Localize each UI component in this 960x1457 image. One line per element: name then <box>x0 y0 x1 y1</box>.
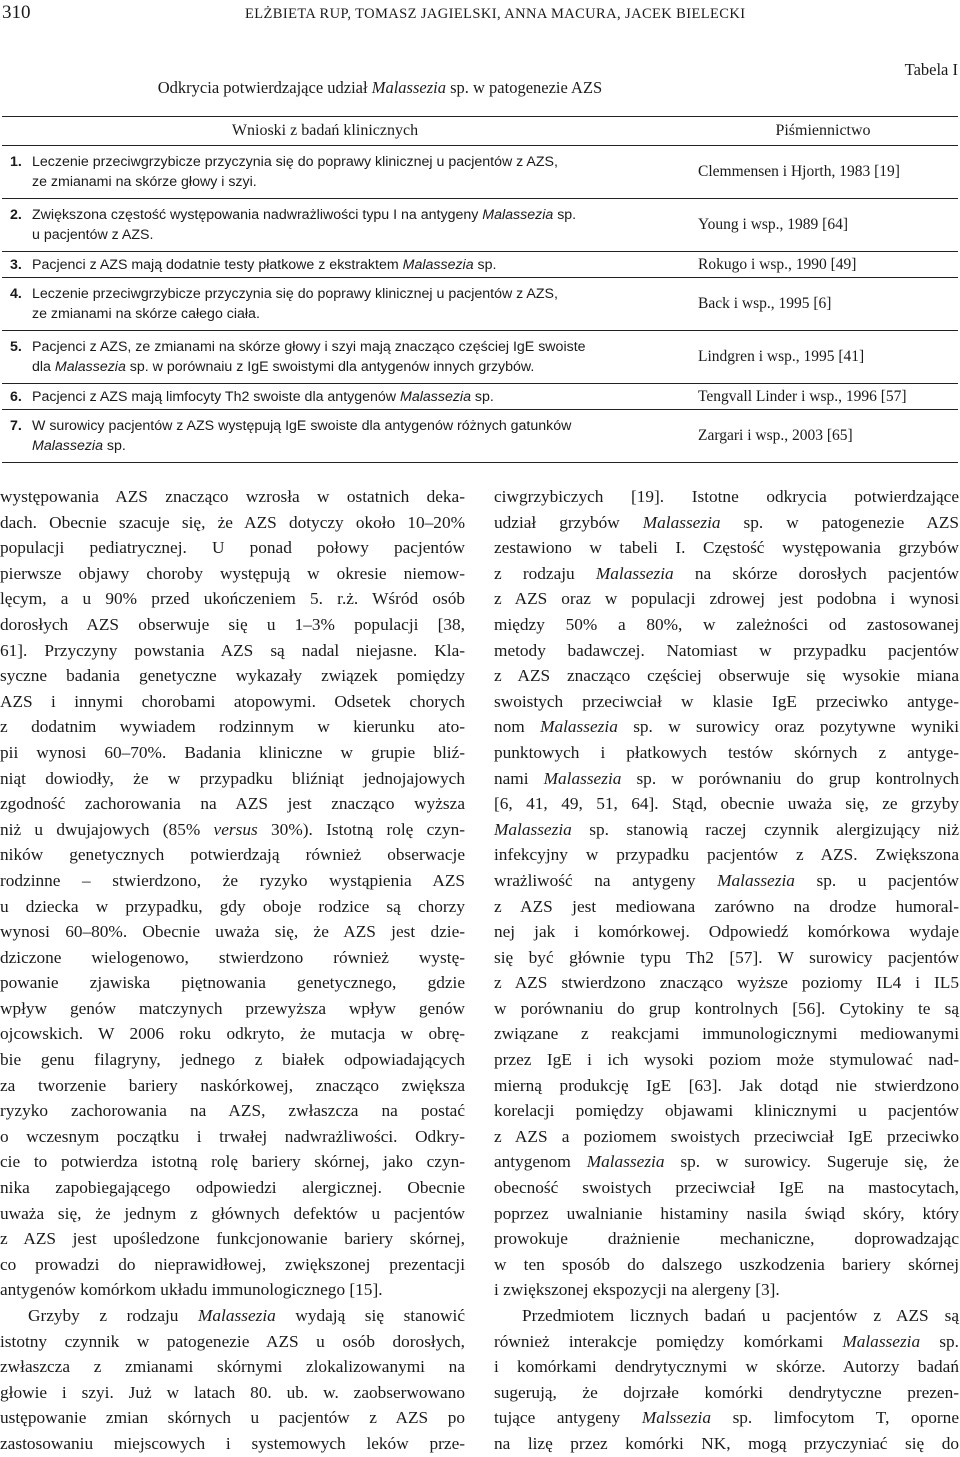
text-line: związane z reakcjami immunologicznymi mediowanymi <box>494 1024 959 1044</box>
table-row <box>2 331 958 384</box>
text-line: z AZS a poziomem swoistych przeciwciał IgE przeciwko <box>494 1126 959 1146</box>
row-number: 1. <box>10 154 22 170</box>
text-line: ojcowskich. W 2006 roku odkryto, że mutacja w obrę- <box>0 1024 465 1044</box>
row-number: 5. <box>10 339 22 355</box>
body-column-left <box>0 484 465 1457</box>
text-line: mierną produkcję IgE [63]. Jak dotąd nie stwierdzono <box>494 1075 959 1095</box>
page-number: 310 <box>2 2 31 23</box>
text-line: z AZS jest mediowana zarówno na drodze humoral- <box>494 896 959 916</box>
text-line: sugerują, że dojrzałe komórki dendrytyczne prezen- <box>494 1382 959 1402</box>
text-line: dorosłych AZS obserwuje się u 1–3% populacji [38, <box>0 614 465 634</box>
table-header-row <box>2 116 958 146</box>
text-line: pii wynosi 60–70%. Badania kliniczne w grupie bliź- <box>0 742 465 762</box>
table-row <box>2 278 958 331</box>
row-finding: Pacjenci z AZS mają limfocyty Th2 swoiste dla antygenów Malassezia sp. <box>32 388 494 405</box>
text-line: z AZS znacząco częściej obserwuje się wysokie miana <box>494 666 959 686</box>
table-row <box>2 146 958 199</box>
text-line: za tworzenie bariery naskórkowej, znacząco zwiększa <box>0 1075 465 1095</box>
text-line: ników genetycznych potwierdzają również obserwacje <box>0 845 465 865</box>
text-line: prowokuje drażnienie mechaniczne, doprowadzając <box>494 1229 959 1249</box>
text-line: przez IgE i ich wysoki poziom może stymulować nad- <box>494 1050 959 1070</box>
row-finding: Zwiększona częstość występowania nadwrażliwości typu I na antygeny Malassezia sp. u pacjentów z AZS. <box>32 207 577 243</box>
text-line: obecność swoistych przeciwciał IgE na mastocytach, <box>494 1178 959 1198</box>
text-line: uważa się, że jednym z głównych defektów u pacjentów <box>0 1203 465 1223</box>
row-number: 4. <box>10 286 22 302</box>
row-reference: Clemmensen i Hjorth, 1983 [19] <box>698 163 900 180</box>
text-line: pierwsze objawy choroby występują w okresie niemow- <box>0 563 465 583</box>
text-line: ryzyko zachorowania na AZS, zwłaszcza na postać <box>0 1101 465 1121</box>
row-reference: Zargari i wsp., 2003 [65] <box>698 427 853 444</box>
text-line: z AZS oraz w populacji zdrowej jest podobna i wynosi <box>494 589 959 609</box>
text-line: lęcym, a u 90% przed ukończeniem 5. r.ż. Wśród osób <box>0 589 465 609</box>
table-row <box>2 410 958 463</box>
text-line: w porównaniu do grup kontrolnych [56]. Cytokiny te są <box>494 998 959 1018</box>
text-line: rodzinne – stwierdzono, że ryzyko wystąpienia AZS <box>0 870 465 890</box>
text-line: nej jak i komórkowej. Odpowiedź komórkowa wydaje <box>494 922 959 942</box>
text-line: u dziecka w przypadku, gdy oboje rodzice są chorzy <box>0 896 465 916</box>
text-line: istotny czynnik w patogenezie AZS u osób dorosłych, <box>0 1331 465 1351</box>
text-line: między 50% a 80%, w zależności od zastosowanej <box>494 614 959 634</box>
text-line: o wczesnym początku i trwałej nadwrażliwości. Odkry- <box>0 1126 465 1146</box>
text-line: swoistych przeciwciał w klasie IgE przeciwko antyge- <box>494 691 959 711</box>
text-line: co prowadzi do nieprawidłowej, zwiększonej prezentacji <box>0 1254 465 1274</box>
row-finding: Leczenie przeciwgrzybicze przyczynia się do poprawy klinicznej u pacjentów z AZS, ze zmianami na skórze całego ciała. <box>32 286 558 322</box>
column-header-references: Piśmiennictwo <box>775 122 871 139</box>
table-row <box>2 384 958 410</box>
findings-table <box>2 116 958 463</box>
text-line: bie genu filagryny, jednego z białek odpowiadających <box>0 1050 465 1070</box>
text-line: [6, 41, 49, 51, 64]. Stąd, obecnie uważa się, ze grzyby <box>494 794 959 814</box>
text-line: z dodatnim wywiadem rodzinnym w kierunku ato- <box>0 717 465 737</box>
text-line: nom Malassezia sp. w surowicy oraz pozytywne wyniki <box>494 717 959 737</box>
text-line: w ten sposób do dalszego uszkodzenia bariery skórnej <box>494 1254 959 1274</box>
text-line: się być głównie typu Th2 [57]. W surowicy pacjentów <box>494 947 959 967</box>
row-finding: Leczenie przeciwgrzybicze przyczynia się do poprawy klinicznej u pacjentów z AZS, ze zmianami na skórze głowy i szyi. <box>32 154 558 190</box>
text-line: dziczone wielogenowo, stwierdzono również wystę- <box>0 947 465 967</box>
text-line: punktowych i płatkowych testów skórnych z antyge- <box>494 742 959 762</box>
text-line: zwłaszcza z zmianami skórnymi zlokalizowanymi na <box>0 1357 465 1377</box>
text-line: antygenów komórkom układu immunologicznego [15]. <box>0 1280 383 1300</box>
text-line: nami Malassezia sp. w porównaniu do grup kontrolnych <box>494 768 959 788</box>
row-reference: Back i wsp., 1995 [6] <box>698 295 832 312</box>
text-line: korelacji pomiędzy objawami klinicznymi u pacjentów <box>494 1101 959 1121</box>
text-line: wrażliwość na antygeny Malassezia sp. u pacjentów <box>494 870 959 890</box>
row-finding: Pacjenci z AZS, ze zmianami na skórze głowy i szyi mają znacząco częściej IgE swoiste dla Malassezia sp. w porównaiu z IgE swoistymi dla antygenów innych grzybów. <box>32 339 586 375</box>
text-line: AZS i innymi chorobami atopowymi. Odsetek chorych <box>0 691 465 711</box>
row-finding: W surowicy pacjentów z AZS występują IgE swoiste dla antygenów różnych gatunków Malassezia sp. <box>32 418 572 454</box>
text-line: zastosowaniu miejscowych i systemowych leków prze- <box>0 1433 465 1453</box>
text-line: zestawiono w tabeli I. Częstość występowania grzybów <box>494 538 959 558</box>
text-line: nika zapobiegającego odpowiedzi alergicznej. Obecnie <box>0 1178 465 1198</box>
row-reference: Tengvall Linder i wsp., 1996 [57] <box>698 387 907 405</box>
text-line: niąt dowiodły, że w przypadku bliźniąt jednojajowych <box>0 768 465 788</box>
row-number: 3. <box>10 256 22 273</box>
text-line: niż u dwujajowych (85% versus 30%). Istotną rolę czyn- <box>0 819 465 839</box>
text-line: syczne badania genetyczne wykazały związek pomiędzy <box>0 666 465 686</box>
table-caption: Odkrycia potwierdzające udział Malassezia sp. w patogenezie AZS <box>157 78 603 97</box>
row-reference: Lindgren i wsp., 1995 [41] <box>698 348 865 365</box>
table-row <box>2 199 958 252</box>
text-line: z AZS jest upośledzone funkcjonowanie bariery skórnej, <box>0 1229 465 1249</box>
text-line: antygenom Malassezia sp. w surowicy. Sugeruje się, że <box>494 1152 959 1172</box>
text-line: udział grzybów Malassezia sp. w patogenezie AZS <box>494 512 959 532</box>
row-finding: Pacjenci z AZS mają dodatnie testy płatkowe z ekstraktem Malassezia sp. <box>32 256 497 273</box>
running-header <box>0 0 960 30</box>
row-number: 6. <box>10 388 22 405</box>
text-line: i komórkami dendrytycznymi w skórze. Autorzy badań <box>494 1357 959 1377</box>
text-line: również interakcje pomiędzy komórkami Malassezia sp. <box>494 1331 959 1351</box>
text-line: poprzez uwalnianie histaminy nasila świąd skóry, który <box>494 1203 959 1223</box>
text-line: populacji pediatrycznej. U ponad połowy pacjentów <box>0 538 465 558</box>
text-line: cie to potwierdza istotną rolę bariery skórnej, jako czyn- <box>0 1152 465 1172</box>
text-line: zgodność zachorowania na AZS jest znacząco wyższa <box>0 794 465 814</box>
text-line: Malassezia sp. stanowią raczej czynnik alergizujący niż <box>494 819 959 839</box>
text-line: ustępowanie zmian skórnych u pacjentów z AZS po <box>0 1408 465 1428</box>
text-line: dach. Obecnie szacuje się, że AZS dotyczy około 10–20% <box>0 512 465 532</box>
text-line: na lizę przez komórki NK, mogą przyczyniać się do <box>494 1433 959 1453</box>
table-row <box>2 252 958 278</box>
text-line: 61]. Przyczyny powstania AZS są nadal niejasne. Kla- <box>0 640 465 660</box>
body-column-right <box>494 484 959 1457</box>
column-header-findings: Wnioski z badań klinicznych <box>231 122 419 139</box>
text-line: wpływ genów matczynych przewyższa wpływ genów <box>0 998 465 1018</box>
text-line: występowania AZS znacząco wzrosła w ostatnich deka- <box>0 487 465 506</box>
text-line: powanie zjawiska piętnowania genetycznego, gdzie <box>0 973 465 993</box>
row-reference: Rokugo i wsp., 1990 [49] <box>698 255 857 273</box>
text-line: Przedmiotem licznych badań u pacjentów z AZS są <box>522 1306 959 1325</box>
text-line: Grzyby z rodzaju Malassezia wydają się stanowić <box>28 1306 465 1325</box>
row-reference: Young i wsp., 1989 [64] <box>698 216 848 233</box>
text-line: z AZS stwierdzono znacząco wyższe poziomy IL4 i IL5 <box>494 973 959 993</box>
authors-line: ELŻBIETA RUP, TOMASZ JAGIELSKI, ANNA MACURA, JACEK BIELECKI <box>245 6 746 22</box>
table-label: Tabela I <box>904 60 958 79</box>
row-number: 7. <box>10 418 22 434</box>
text-line: i zwiększonej ekspozycji na alergeny [3]. <box>494 1280 780 1300</box>
row-number: 2. <box>10 207 22 223</box>
text-line: infekcyjny w przypadku pacjentów z AZS. Zwiększona <box>494 845 959 865</box>
text-line: ciwgrzybiczych [19]. Istotne odkrycia potwierdzające <box>494 487 959 506</box>
text-line: głowie i szyi. Już w latach 80. ub. w. zaobserwowano <box>0 1382 465 1402</box>
text-line: z rodzaju Malassezia na skórze dorosłych pacjentów <box>494 563 959 583</box>
text-line: wynosi 60–80%. Obecnie uważa się, że AZS jest dzie- <box>0 922 465 942</box>
text-line: tujące antygeny Malssezia sp. limfocytom T, oporne <box>494 1408 959 1428</box>
text-line: metody badawczej. Natomiast w przypadku pacjentów <box>494 640 959 660</box>
